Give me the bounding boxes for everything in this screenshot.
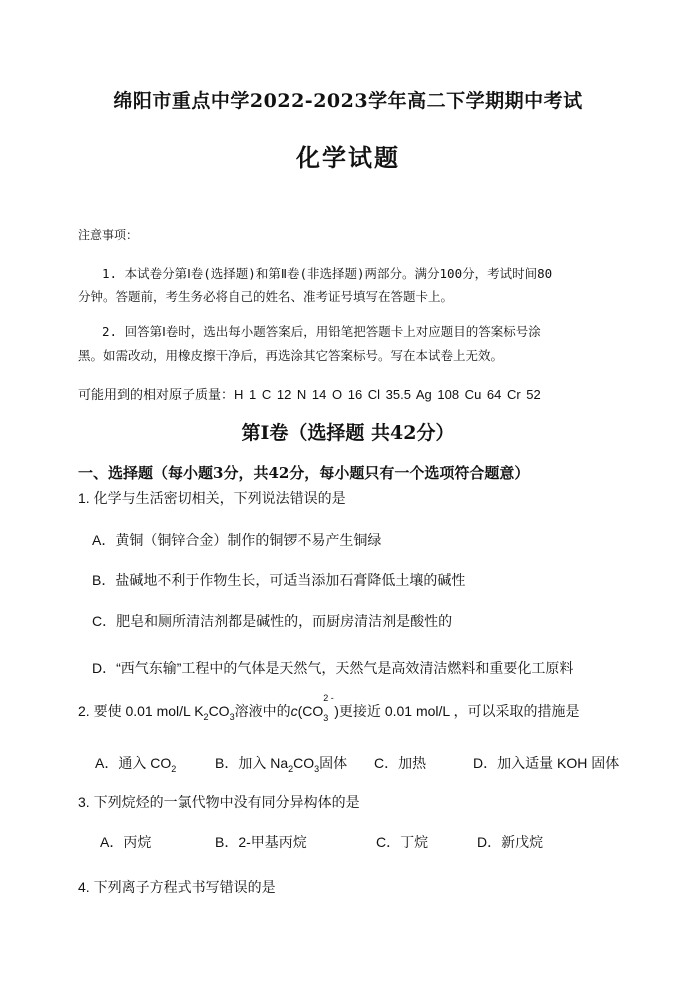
q2-c-italic: c <box>290 703 298 719</box>
exam-subject-title: 化学试题 <box>296 143 400 172</box>
note-1-line-2: 分钟。答题前，考生务必将自己的姓名、准考证号填写在答题卡上。 <box>78 289 454 304</box>
q2-option-d: D．加入适量 KOH 固体 <box>473 755 620 771</box>
q2-paren-open: (CO <box>297 703 324 719</box>
q1-option-c: C．肥皂和厕所清洁剂都是碱性的，而厨房清洁剂是酸性的 <box>92 613 453 629</box>
note-1-line-1: 1. 本试卷分第Ⅰ卷(选择题)和第Ⅱ卷(非选择题)两部分。满分100分，考试时间80 <box>102 266 553 281</box>
q3-option-c: C．丁烷 <box>376 834 429 850</box>
note-2-line-1: 2. 回答第Ⅰ卷时，选出每小题答案后，用铅笔把答题卡上对应题目的答案标号涂 <box>102 324 541 339</box>
section-1-title: 一、选择题（每小题3分，共42分，每小题只有一个选项符合题意） <box>78 464 530 482</box>
q2-sub-2: 2 <box>203 711 209 722</box>
part-1-title: 第Ⅰ卷（选择题 共42分） <box>241 422 455 444</box>
q2-option-b: B．加入 $Na_2CO_3$固体 <box>215 755 348 774</box>
q1-option-b: B．盐碱地不利于作物生长，可适当添加石膏降低土壤的碱性 <box>92 572 466 588</box>
q3-option-a: A．丙烷 <box>100 834 152 850</box>
q2-co: CO <box>208 703 230 719</box>
q2-stem-part-b: 溶液中的 <box>234 703 291 719</box>
q2-stem <box>78 693 580 723</box>
q3-stem: 3. 下列烷烃的一氯代物中没有同分异构体的是 <box>78 794 360 810</box>
q1-option-d: D．“西气东输”工程中的气体是天然气，天然气是高效清洁燃料和重要化工原料 <box>92 660 574 676</box>
exam-school-title: 绵阳市重点中学2022-2023学年高二下学期期中考试 <box>113 90 583 112</box>
q2-sub-3: 3 <box>229 711 235 722</box>
atomic-mass-line: 可能用到的相对原子质量：H 1 C 12 N 14 O 16 Cl 35.5 Ag 108 Cu 64 Cr 52 <box>78 387 541 402</box>
note-2-line-2: 黑。如需改动，用橡皮擦干净后，再选涂其它答案标号。写在本试卷上无效。 <box>78 348 504 363</box>
q2-stem-part-a: 2. 要使 0.01 mol/L K <box>78 703 204 719</box>
q2-option-c: C．加热 <box>374 755 427 771</box>
q2-stem-part-c: )更接近 0.01 mol/L ，可以采取的措施是 <box>334 703 580 719</box>
q1-stem: 1. 化学与生活密切相关，下列说法错误的是 <box>78 490 346 506</box>
q4-stem: 4. 下列离子方程式书写错误的是 <box>78 879 276 895</box>
q1-option-a: A．黄铜（铜锌合金）制作的铜锣不易产生铜绿 <box>92 532 382 548</box>
q2-option-a: A．通入 $CO_2$ <box>95 755 177 774</box>
q3-option-b: B．2-甲基丙烷 <box>215 834 307 850</box>
q3-option-d: D．新戊烷 <box>477 834 544 850</box>
q2-ion-charge: 2 - $_3$ <box>323 693 334 723</box>
notes-heading: 注意事项： <box>78 228 139 242</box>
